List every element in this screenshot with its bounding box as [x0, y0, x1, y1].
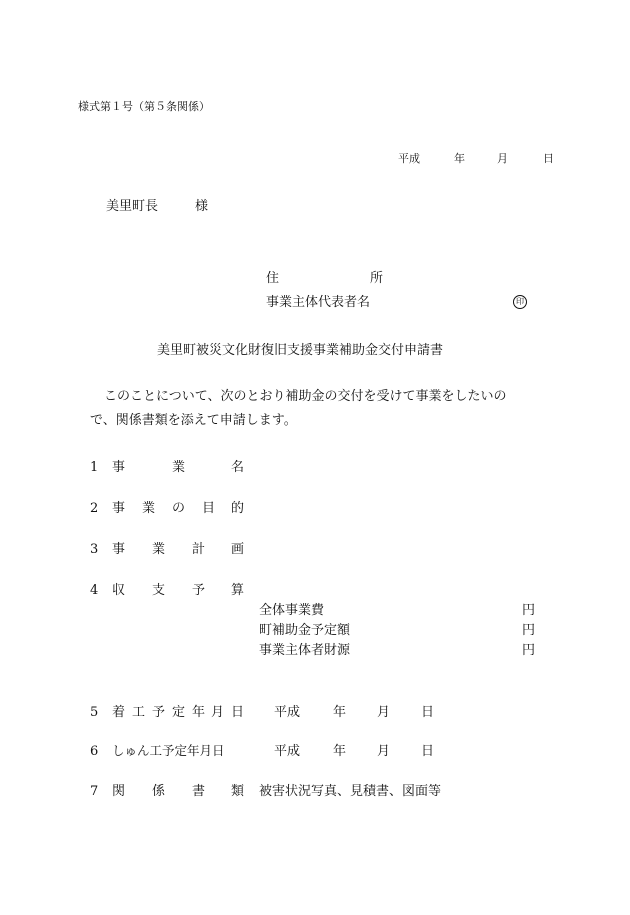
- item-3-number: 3: [90, 542, 99, 557]
- budget-row-unit: 円: [522, 643, 536, 658]
- item-2-char: 目: [202, 501, 216, 516]
- item-7-char: 書: [192, 784, 206, 799]
- item-7-char: 類: [231, 784, 245, 799]
- item-1-char: 名: [231, 460, 245, 475]
- body-line-2: で、関係書類を添えて申請します。: [90, 413, 297, 428]
- budget-row-label: 事業主体者財源: [259, 643, 351, 658]
- item-2-char: 的: [231, 501, 245, 516]
- date-month: 月: [497, 152, 508, 165]
- item-6-label: しゅん工予定年月日: [112, 743, 225, 758]
- item-3-char: 計: [192, 542, 206, 557]
- item-6-day: 日: [421, 744, 435, 759]
- item-4-char: 支: [152, 583, 166, 598]
- body-line-1: このことについて、次のとおり補助金の交付を受けて事業をしたいの: [104, 389, 507, 404]
- date-year: 年: [454, 152, 465, 165]
- address-label-2: 所: [370, 271, 384, 286]
- item-5-char: 予: [152, 705, 166, 720]
- item-2-char: 業: [142, 501, 156, 516]
- item-5-month: 月: [377, 705, 391, 720]
- item-6-era: 平成: [274, 744, 301, 759]
- representative-label: 事業主体代表者名: [266, 295, 371, 310]
- item-5-era: 平成: [274, 705, 301, 720]
- item-2-char: 事: [112, 501, 126, 516]
- item-6-number: 6: [90, 744, 99, 759]
- item-4-char: 収: [112, 583, 126, 598]
- item-5-char: 日: [231, 705, 245, 720]
- item-4-char: 予: [192, 583, 206, 598]
- item-7-char: 係: [152, 784, 166, 799]
- item-3-char: 事: [112, 542, 126, 557]
- document-title: 美里町被災文化財復旧支援事業補助金交付申請書: [157, 343, 444, 358]
- item-4-char: 算: [231, 583, 245, 598]
- item-2-number: 2: [90, 501, 99, 516]
- item-5-char: 月: [211, 705, 225, 720]
- item-1-number: 1: [90, 460, 99, 475]
- item-5-char: 年: [192, 705, 206, 720]
- item-5-char: 着: [112, 705, 126, 720]
- seal-mark: 印: [513, 295, 527, 309]
- item-5-number: 5: [90, 705, 99, 720]
- item-2-char: の: [172, 501, 186, 516]
- item-1-char: 事: [112, 460, 126, 475]
- item-7-number: 7: [90, 784, 99, 799]
- address-label-1: 住: [266, 271, 280, 286]
- budget-row-label: 町補助金予定額: [259, 623, 351, 638]
- item-6-month: 月: [377, 744, 391, 759]
- date-day: 日: [543, 152, 554, 165]
- item-5-day: 日: [421, 705, 435, 720]
- item-5-year: 年: [333, 705, 347, 720]
- item-6-year: 年: [333, 744, 347, 759]
- budget-row-unit: 円: [522, 623, 536, 638]
- item-3-char: 画: [231, 542, 245, 557]
- addressee-honorific: 様: [195, 199, 209, 214]
- item-7-char: 関: [112, 784, 126, 799]
- budget-row-unit: 円: [522, 603, 536, 618]
- item-1-char: 業: [172, 460, 186, 475]
- item-5-char: 工: [132, 705, 146, 720]
- item-4-number: 4: [90, 583, 99, 598]
- date-era: 平成: [398, 152, 420, 165]
- budget-row-label: 全体事業費: [259, 603, 325, 618]
- item-7-value: 被害状況写真、見積書、図面等: [259, 784, 442, 799]
- item-3-char: 業: [152, 542, 166, 557]
- item-5-char: 定: [172, 705, 186, 720]
- form-label: 様式第１号（第５条関係）: [78, 100, 210, 113]
- addressee-name: 美里町長: [106, 199, 159, 214]
